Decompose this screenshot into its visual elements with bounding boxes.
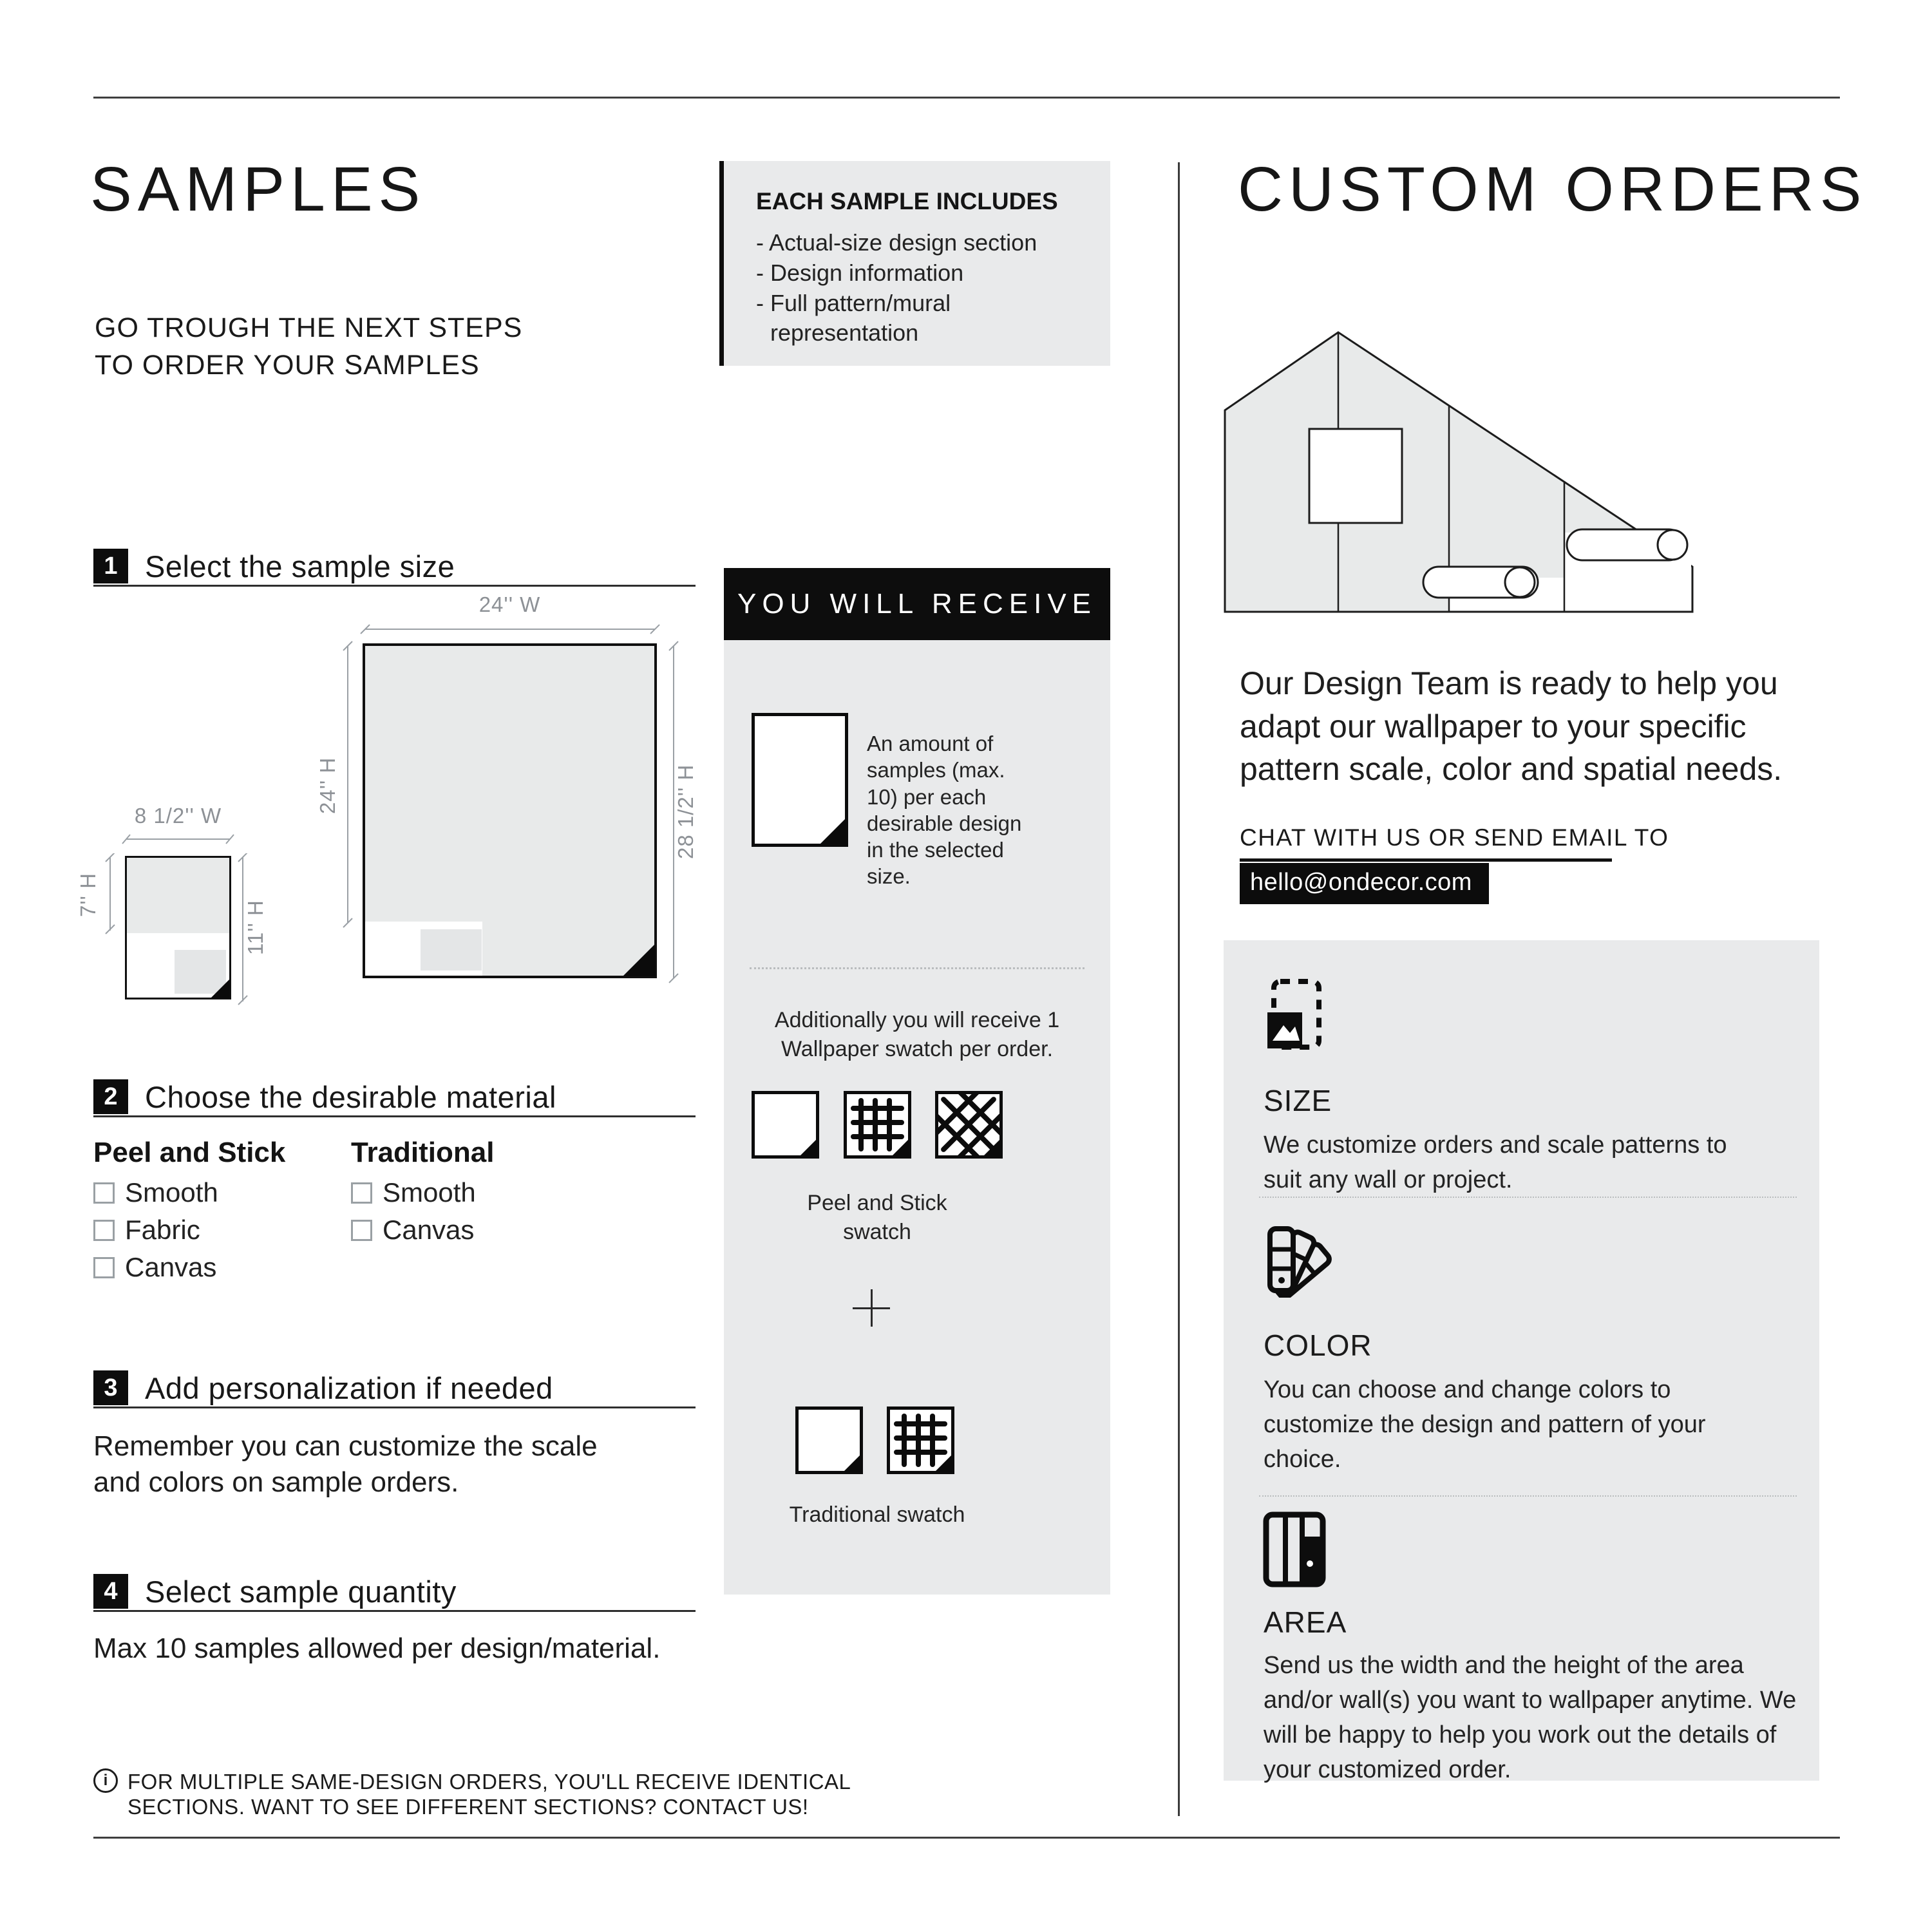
large-sample-inner-swatch xyxy=(421,929,482,971)
large-height-left-label: 24'' H xyxy=(316,757,339,815)
checkbox-peel-canvas[interactable] xyxy=(93,1257,115,1278)
custom-options-panel xyxy=(1224,940,1819,1781)
peel-swatch-label: Peel and Stick swatch xyxy=(807,1191,947,1244)
chat-underline xyxy=(1240,858,1612,862)
swatch-fold-icon xyxy=(983,1139,1000,1156)
samples-subtitle-line2: TO ORDER YOUR SAMPLES xyxy=(95,350,480,381)
additional-description: Additionally you will receive 1 Wallpaper swatch per order. xyxy=(774,1008,1060,1061)
design-team-intro: Our Design Team is ready to help you adapt our wallpaper to your specific pattern scale, color and spatial needs. xyxy=(1240,665,1783,787)
same-design-note-line2: SECTIONS. WANT TO SEE DIFFERENT SECTIONS? CONTACT US! xyxy=(128,1794,809,1819)
swatch-grid-icon xyxy=(887,1406,954,1474)
swatch-fold-icon xyxy=(844,1455,860,1472)
panel-divider-1 xyxy=(1259,1197,1797,1198)
step-4-title: Select sample quantity xyxy=(145,1575,457,1609)
sample-sheet-icon xyxy=(752,713,848,847)
panel-divider-2 xyxy=(1259,1495,1797,1497)
step-2-underline xyxy=(93,1115,696,1117)
peel-option-fabric xyxy=(93,1215,200,1245)
trad-option-canvas-label: Canvas xyxy=(383,1215,475,1245)
trad-option-canvas xyxy=(351,1215,474,1245)
step-2-title: Choose the desirable material xyxy=(145,1080,556,1114)
chat-label: CHAT WITH US OR SEND EMAIL TO xyxy=(1240,824,1669,851)
step-3-description: Remember you can customize the scale and colors on sample orders. xyxy=(93,1430,598,1499)
includes-box xyxy=(724,161,1110,366)
swatch-plain-icon xyxy=(752,1091,819,1159)
samples-subtitle-line1: GO TROUGH THE NEXT STEPS xyxy=(95,312,523,343)
custom-orders-title: CUSTOM ORDERS xyxy=(1238,154,1868,224)
house-wallpaper-illustration xyxy=(1224,330,1694,613)
top-divider xyxy=(93,97,1840,99)
swatch-fold-icon xyxy=(800,1139,817,1156)
large-height-left-dimension-line xyxy=(340,641,355,928)
peel-option-smooth-label: Smooth xyxy=(125,1177,218,1208)
peel-option-canvas xyxy=(93,1252,216,1283)
samples-subtitle xyxy=(95,309,522,384)
email-address[interactable]: hello@ondecor.com xyxy=(1240,863,1489,904)
column-divider xyxy=(1178,162,1180,1816)
step-2-number: 2 xyxy=(93,1079,128,1114)
plus-icon xyxy=(853,1289,890,1327)
swatch-plain-icon xyxy=(795,1406,863,1474)
step-3-number: 3 xyxy=(93,1370,128,1405)
size-crop-icon xyxy=(1264,978,1325,1054)
step-1-number: 1 xyxy=(93,549,128,583)
includes-item-1: - Actual-size design section xyxy=(756,229,1037,256)
color-description: You can choose and change colors to customize the design and pattern of your choice. xyxy=(1264,1376,1706,1473)
small-sample-diagram xyxy=(125,856,231,999)
includes-title: EACH SAMPLE INCLUDES xyxy=(756,188,1058,214)
wallpaper-roll-icon xyxy=(1423,567,1538,598)
bottom-divider xyxy=(93,1837,1840,1839)
small-sample-folded-corner-icon xyxy=(211,979,230,998)
step-1-title: Select the sample size xyxy=(145,549,455,583)
color-heading: COLOR xyxy=(1264,1329,1372,1362)
peel-and-stick-heading: Peel and Stick xyxy=(93,1137,286,1168)
size-heading: SIZE xyxy=(1264,1084,1332,1117)
trad-option-smooth-label: Smooth xyxy=(383,1177,476,1208)
info-icon xyxy=(93,1768,118,1793)
receive-panel xyxy=(724,640,1110,1595)
small-sample-gray-zone xyxy=(127,858,229,933)
small-height-right-label: 11'' H xyxy=(243,900,267,956)
includes-item-3: - Full pattern/mural representation xyxy=(756,289,951,346)
color-swatchbook-icon xyxy=(1261,1224,1335,1298)
area-heading: AREA xyxy=(1264,1605,1347,1639)
receive-divider-1 xyxy=(750,967,1084,969)
wallpaper-roll-icon xyxy=(1567,529,1687,560)
peel-option-smooth xyxy=(93,1177,218,1208)
swatch-fold-icon xyxy=(935,1455,952,1472)
amount-description: An amount of samples (max. 10) per each desirable design in the selected size. xyxy=(867,732,1022,889)
trad-swatch-label: Traditional swatch xyxy=(789,1502,965,1527)
checkbox-peel-fabric[interactable] xyxy=(93,1220,115,1241)
small-height-left-dimension-line xyxy=(103,853,117,934)
area-wall-icon xyxy=(1262,1511,1327,1588)
large-width-dimension-line xyxy=(359,621,661,637)
area-description: Send us the width and the height of the area and/or wall(s) you want to wallpaper anytime. We will be happy to help you work out the details of your customized order. xyxy=(1264,1652,1797,1783)
large-width-label: 24'' W xyxy=(478,592,541,616)
includes-box-left-bar xyxy=(719,161,724,366)
swatch-grid-icon xyxy=(844,1091,911,1159)
step-4-description: Max 10 samples allowed per design/material. xyxy=(93,1633,661,1664)
peel-option-fabric-label: Fabric xyxy=(125,1215,200,1245)
swatch-fold-icon xyxy=(892,1139,909,1156)
small-width-dimension-line xyxy=(121,832,235,846)
checkbox-trad-smooth[interactable] xyxy=(351,1182,372,1204)
step-4-underline xyxy=(93,1610,696,1612)
step-4-number: 4 xyxy=(93,1574,128,1609)
receive-header: YOU WILL RECEIVE xyxy=(724,568,1110,640)
samples-title: SAMPLES xyxy=(90,154,426,224)
same-design-note xyxy=(128,1770,851,1820)
same-design-note-line1: FOR MULTIPLE SAME-DESIGN ORDERS, YOU'LL RECEIVE IDENTICAL xyxy=(128,1770,851,1794)
trad-option-smooth xyxy=(351,1177,476,1208)
large-sample-folded-corner-icon xyxy=(623,944,655,976)
peel-option-canvas-label: Canvas xyxy=(125,1252,217,1282)
large-height-right-label: 28 1/2'' H xyxy=(674,764,697,859)
step-3-underline xyxy=(93,1406,696,1408)
small-height-left-label: 7'' H xyxy=(76,873,100,918)
traditional-heading: Traditional xyxy=(351,1137,495,1168)
checkbox-peel-smooth[interactable] xyxy=(93,1182,115,1204)
small-width-label: 8 1/2'' W xyxy=(134,804,222,828)
checkbox-trad-canvas[interactable] xyxy=(351,1220,372,1241)
size-description: We customize orders and scale patterns to suit any wall or project. xyxy=(1264,1132,1727,1193)
sheet-folded-corner-icon xyxy=(820,819,846,844)
swatch-crosshatch-icon xyxy=(935,1091,1003,1159)
includes-item-2: - Design information xyxy=(756,259,964,286)
large-sample-diagram xyxy=(363,643,657,978)
includes-list xyxy=(756,228,1072,348)
step-3-title: Add personalization if needed xyxy=(145,1371,553,1405)
step-1-underline xyxy=(93,585,696,587)
